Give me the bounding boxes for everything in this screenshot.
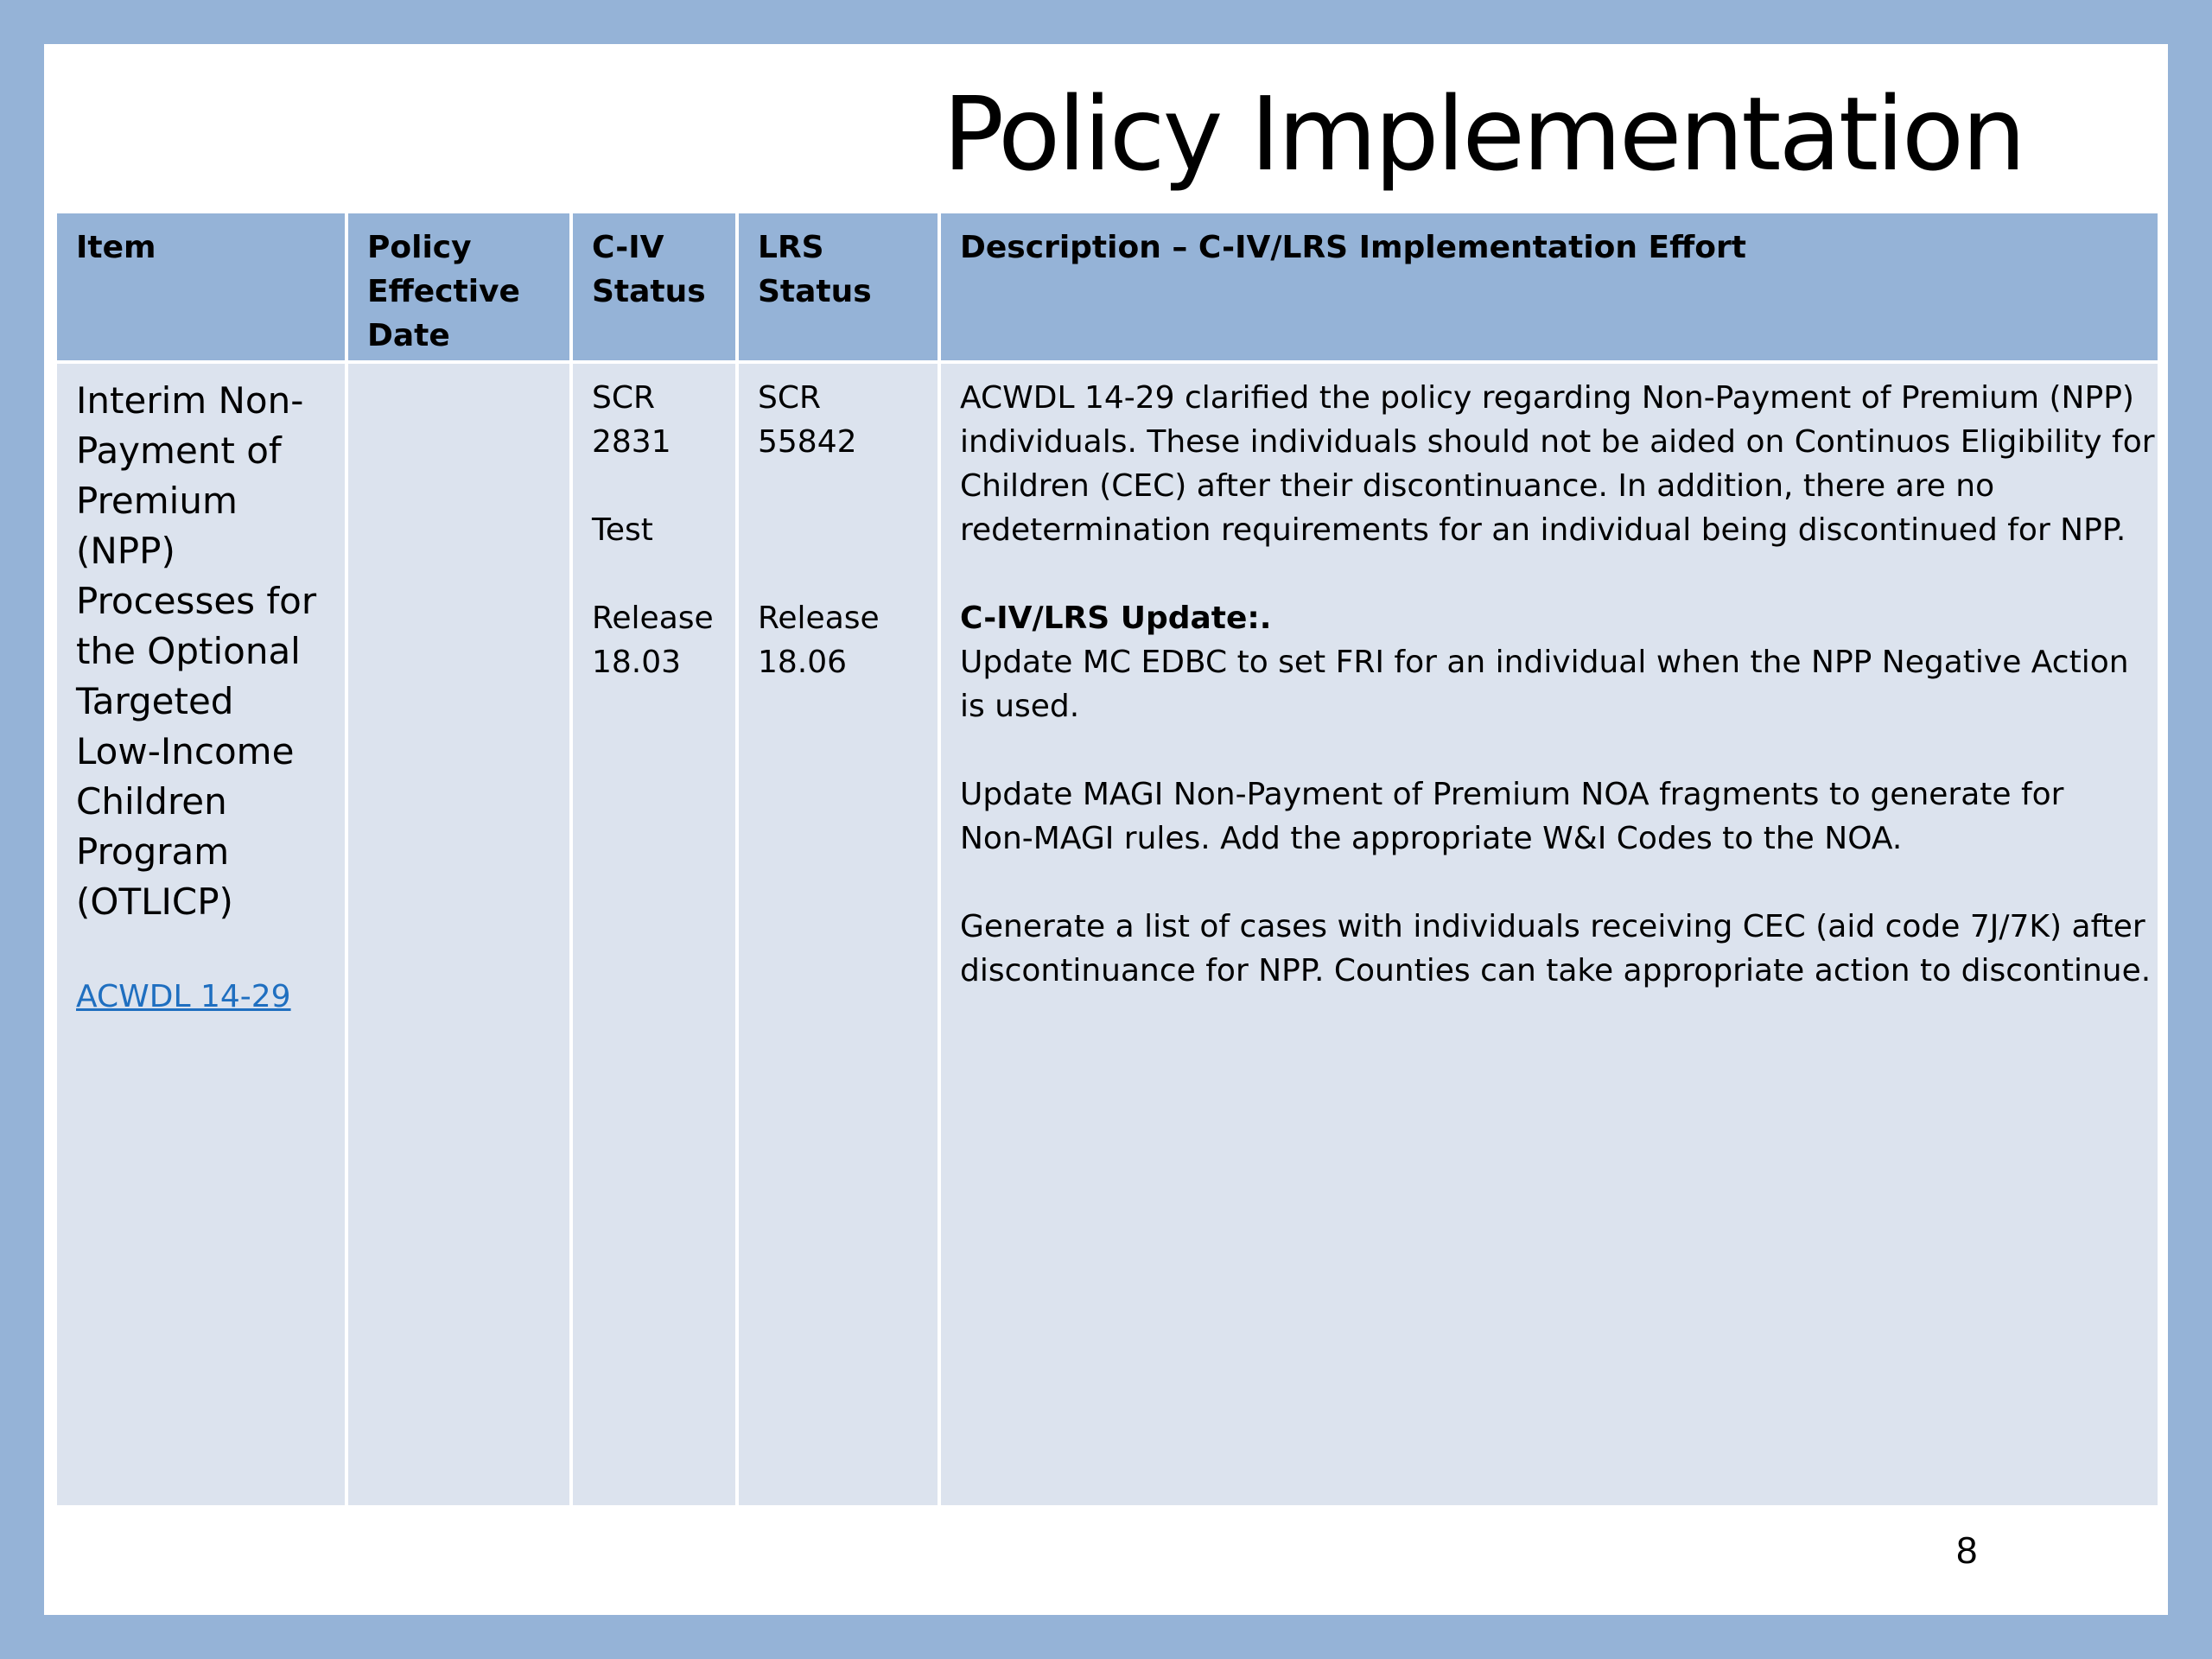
lrs-scr-label: SCR [758, 380, 822, 416]
description-line: Children (CEC) after their discontinuance. In addition, there are no [960, 468, 1995, 504]
c4-scr-label: SCR [592, 380, 656, 416]
description-line: Generate a list of cases with individuals receiving CEC (aid code 7J/7K) after [960, 909, 2145, 944]
lrs-release-number: 18.06 [758, 645, 848, 680]
description-line: redetermination requirements for an individual being discontinued for NPP. [960, 512, 2126, 548]
description-update-2 [960, 772, 2139, 861]
page-number: 8 [1956, 1529, 1978, 1572]
c4-release-label: Release [592, 601, 714, 636]
lrs-scr-number: 55842 [758, 424, 857, 460]
update-heading: C-IV/LRS Update:. [960, 601, 1272, 636]
c4-scr-number: 2831 [592, 424, 671, 460]
item-line: (NPP) [76, 530, 175, 572]
header-policy-effective-date [348, 213, 569, 360]
slide [44, 44, 2168, 1615]
description-line: Non-MAGI rules. Add the appropriate W&I Codes to the NOA. [960, 821, 1903, 856]
header-policy-effective-date-line: Date [367, 318, 450, 353]
cell-lrs-status [739, 364, 938, 1505]
header-c4-status-line: Status [592, 274, 706, 309]
header-item-label: Item [76, 230, 156, 265]
item-line: Low-Income [76, 730, 295, 772]
item-line: Premium [76, 480, 238, 522]
c4-test-status: Test [592, 512, 653, 548]
cell-c4-status [573, 364, 735, 1505]
header-c4-status-line: C-IV [592, 230, 664, 265]
header-item [57, 213, 345, 360]
cell-description [941, 364, 2158, 1505]
header-description-label: Description – C-IV/LRS Implementation Effort [960, 230, 1747, 265]
header-policy-effective-date-line: Policy [367, 230, 472, 265]
description-line: is used. [960, 689, 1080, 724]
table-header-row [57, 213, 2158, 360]
item-line: the Optional [76, 630, 301, 672]
header-c4-status [573, 213, 735, 360]
slide-title: Policy Implementation [943, 74, 2024, 194]
c4-release-number: 18.03 [592, 645, 682, 680]
item-line: Payment of [76, 429, 282, 472]
policy-table [57, 213, 2158, 1505]
acwdl-link[interactable]: ACWDL 14-29 [76, 979, 291, 1014]
header-lrs-status [739, 213, 938, 360]
description-line: individuals. These individuals should not be aided on Continuos Eligibility for [960, 424, 2155, 460]
description-line: Update MC EDBC to set FRI for an individual when the NPP Negative Action [960, 645, 2129, 680]
description-update-3 [960, 905, 2152, 993]
item-line: Targeted [76, 680, 234, 722]
header-lrs-status-line: LRS [758, 230, 824, 265]
item-line: Program [76, 830, 230, 873]
description-line: ACWDL 14-29 clarified the policy regarding Non-Payment of Premium (NPP) [960, 380, 2134, 416]
item-line: Children [76, 780, 227, 823]
header-policy-effective-date-line: Effective [367, 274, 520, 309]
header-description [941, 213, 2158, 360]
item-line: (OTLICP) [76, 880, 233, 923]
header-lrs-status-line: Status [758, 274, 872, 309]
item-line: Interim Non- [76, 379, 304, 422]
description-update-1 [960, 596, 2139, 728]
table-row [57, 364, 2158, 1505]
lrs-release-label: Release [758, 601, 880, 636]
item-line: Processes for [76, 580, 317, 622]
cell-policy-effective-date [348, 364, 569, 1505]
cell-item [57, 364, 345, 1505]
description-intro [960, 376, 2155, 552]
description-line: discontinuance for NPP. Counties can take appropriate action to discontinue. [960, 953, 2152, 988]
description-line: Update MAGI Non-Payment of Premium NOA fragments to generate for [960, 777, 2064, 812]
